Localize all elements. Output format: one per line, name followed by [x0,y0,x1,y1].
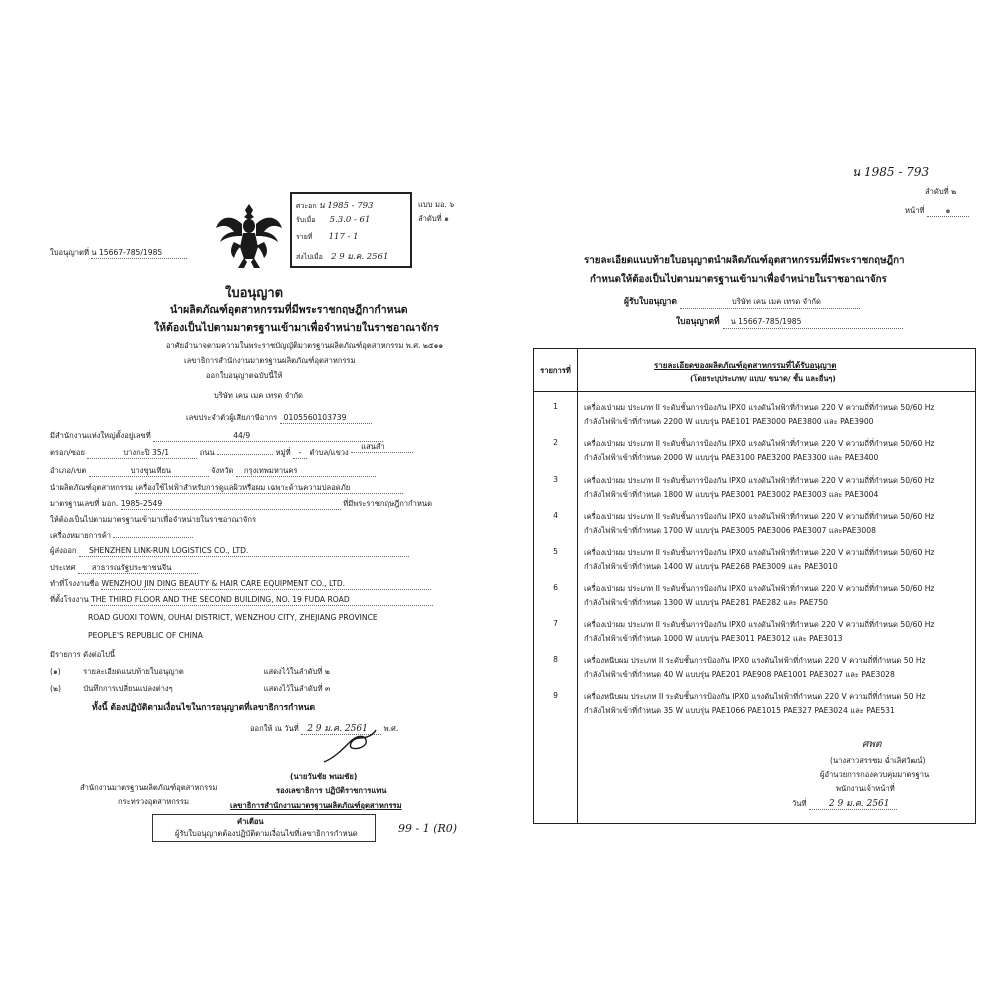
subdistrict-value: แสนสำ [351,442,413,453]
license-number-label: ใบอนุญาตที่ [50,248,89,257]
row-detail-line-2: กำลังไฟฟ้าเข้าที่กำหนด 1000 W แบบรุ่น PAE3011 PAE3012 และ PAE3013 [584,634,843,643]
warning-text: ผู้รับใบอนุญาตต้องปฏิบัติตามเงื่อนไขที่เลขาธิการกำหนด [175,829,358,838]
signature-initials: ศพต [862,739,882,750]
annex-page [500,0,1000,1000]
row-number: 7 [553,619,558,628]
exporter-row [50,546,409,557]
row-detail-line-2: กำลังไฟฟ้าเข้าที่กำหนด 35 W แบบรุ่น PAE1066 PAE1015 PAE327 PAE3024 และ PAE531 [584,706,895,715]
annex-sequence: ลำดับที่ ๒ [925,187,957,196]
conform-line: ให้ต้องเป็นไปตามมาตรฐานเข้ามาเพื่อจำหน่ายในราชอาณาจักร [50,515,257,524]
row-detail-line-2: กำลังไฟฟ้าเข้าที่กำหนด 1300 W แบบรุ่น PAE281 PAE282 และ PAE750 [584,598,829,607]
subdistrict-label: ตำบล/แขวง [309,448,349,457]
stamp-no-value: น 1985 - 793 [318,201,374,211]
trademark-value [113,537,193,538]
row-number: 4 [553,511,558,520]
table-column-divider [577,349,578,823]
moo-value: - [293,448,307,459]
country-row [50,563,198,574]
row-detail-line-2: กำลังไฟฟ้าเข้าที่กำหนด 2000 W แบบรุ่น PAE3100 PAE3200 PAE3300 และ PAE3400 [584,453,879,462]
row-number: 8 [553,655,558,664]
road-label: ถนน [199,448,215,457]
stamp-sent-value: 2 9 ม.ค. 2561 [331,252,389,262]
comply-line: ทั้งนี้ ต้องปฏิบัติตามเงื่อนไขในการอนุญาตที่เลขาธิการกำหนด [92,703,315,713]
tax-id-label: เลขประจำตัวผู้เสียภาษีอากร [186,413,278,422]
product-label: นำผลิตภัณฑ์อุตสาหกรรม [50,483,134,492]
stamp-sequence-label: รายที่ [296,233,313,241]
license-subtitle-1: นำผลิตภัณฑ์อุตสาหกรรมที่มีพระราชกฤษฎีกากำหนด [170,304,408,316]
tax-id-row [186,413,372,424]
officer-label: พนักงานเจ้าหน้าที่ [836,784,895,793]
signatory-title-2: เลขาธิการสำนักงานมาตรฐานผลิตภัณฑ์อุตสาหกรรม [230,801,402,810]
appendix-item-2 [50,684,330,694]
stamp-received-label: รับเมื่อ [296,216,316,224]
row-detail-line-2: กำลังไฟฟ้าเข้าที่กำหนด 1800 W แบบรุ่น PAE3001 PAE3002 PAE3003 และ PAE3004 [584,490,879,499]
warning-notice [152,814,376,842]
page-number: ๑ [927,206,969,217]
row-number: 5 [553,547,558,556]
annex-heading-1: รายละเอียดแนบท้ายใบอนุญาตนำผลิตภัณฑ์อุตสาหกรรมที่มีพระราชกฤษฎีกา [584,255,905,266]
country-label: ประเทศ [50,563,76,572]
signatory-name: (นายวันชัย พนมชัย) [290,772,358,781]
district-value: บางขุนเทียน [89,466,209,477]
appendix-item-text: บันทึกการเปลี่ยนแปลงต่างๆ [83,684,173,693]
factory-address-line-1: THE THIRD FLOOR AND THE SECOND BUILDING, NO. 19 FUDA ROAD [91,595,433,606]
exporter-value: SHENZHEN LINK-RUN LOGISTICS CO., LTD. [79,546,409,557]
form-sequence: ลำดับที่ ๑ [418,214,449,223]
row-number: 1 [553,402,558,411]
annex-license-value: น 15667-785/1985 [723,316,903,329]
officer-date-label: วันที่ [792,799,807,808]
moo-label: หมู่ที่ [275,448,291,457]
row-detail-line-1: เครื่องหนีบผม ประเภท II ระดับชั้นการป้องกัน IPX0 แรงดันไฟฟ้าที่กำหนด 220 V ความถี่ที่กำหนด 50 Hz [584,692,926,701]
standard-label: มาตรฐานเลขที่ มอก. [50,499,119,508]
warning-title: คำเตือน [237,817,264,826]
province-label: จังหวัด [211,466,234,475]
row-detail-line-1: เครื่องเป่าผม ประเภท II ระดับชั้นการป้องกัน IPX0 แรงดันไฟฟ้าที่กำหนด 220 V ความถี่ที่กำหนด 50/60 Hz [584,512,935,521]
appendix-heading: มีรายการ ดังต่อไปนี้ [50,650,116,659]
soi-value: บางกะปิ 35/1 [87,448,197,459]
annex-heading-2: กำหนดให้ต้องเป็นไปตามมาตรฐานเข้ามาเพื่อจำหน่ายในราชอาณาจักร [590,274,887,285]
product-row [50,483,403,494]
product-details-table [533,348,976,824]
preamble-2: เลขาธิการสำนักงานมาตรฐานผลิตภัณฑ์อุตสาหกรรม [184,356,356,365]
standard-row [50,499,432,510]
appendix-item-location: แสดงไว้ในลำดับที่ ๒ [263,667,330,676]
appendix-item-text: รายละเอียดแนบท้ายใบอนุญาต [83,667,184,676]
hq-number: 44/9 [153,431,383,442]
hq-row [50,431,383,442]
signature-scribble [320,728,380,768]
row-detail-line-1: เครื่องเป่าผม ประเภท II ระดับชั้นการป้องกัน IPX0 แรงดันไฟฟ้าที่กำหนด 220 V ความถี่ที่กำหนด 50/60 Hz [584,476,935,485]
product-value: เครื่องใช้ไฟฟ้าสำหรับการดูแลผิวหรือผม เฉพาะด้านความปลอดภัย [135,483,403,494]
receipt-stamp [290,192,412,268]
row-number: 3 [553,475,558,484]
hq-label: มีสำนักงานแห่งใหญ่ตั้งอยู่เลขที่ [50,431,151,440]
stamp-sequence-value: 117 - 1 [328,232,359,242]
appendix-item-1 [50,667,330,677]
row-detail-line-1: เครื่องเป่าผม ประเภท II ระดับชั้นการป้องกัน IPX0 แรงดันไฟฟ้าที่กำหนด 220 V ความถี่ที่กำหนด 50/60 Hz [584,548,935,557]
licensee-row [624,294,860,309]
preamble-3: ออกใบอนุญาตฉบับนี้ให้ [206,371,283,380]
stamp-no-label: ศวะอก [296,202,317,210]
row-detail-line-1: เครื่องหนีบผม ประเภท II ระดับชั้นการป้องกัน IPX0 แรงดันไฟฟ้าที่กำหนด 220 V ความถี่ที่กำหนด 50 Hz [584,656,926,665]
officer-date-row [792,799,897,810]
row-detail-line-2: กำลังไฟฟ้าเข้าที่กำหนด 2200 W แบบรุ่น PAE101 PAE3000 PAE3800 และ PAE3900 [584,417,874,426]
table-header-divider [534,391,975,392]
page-number-label: หน้าที่ [905,206,925,215]
license-subtitle-2: ให้ต้องเป็นไปตามมาตรฐานเข้ามาเพื่อจำหน่ายในราชอาณาจักร [154,322,439,334]
column-header-details: รายละเอียดของผลิตภัณฑ์อุตสาหกรรมที่ได้รับอนุญาต [654,361,837,370]
row-detail-line-1: เครื่องเป่าผม ประเภท II ระดับชั้นการป้องกัน IPX0 แรงดันไฟฟ้าที่กำหนด 220 V ความถี่ที่กำหนด 50/60 Hz [584,403,935,412]
handwritten-note: 99 - 1 (R0) [398,822,458,835]
license-number-row [50,248,187,259]
row-detail-line-1: เครื่องเป่าผม ประเภท II ระดับชั้นการป้องกัน IPX0 แรงดันไฟฟ้าที่กำหนด 220 V ความถี่ที่กำหนด 50/60 Hz [584,620,935,629]
corner-handwritten-note: น 1985 - 793 [852,165,930,179]
license-number: น 15667-785/1985 [91,248,187,259]
road-value [217,454,273,455]
column-header-item-no: รายการที่ [540,366,571,375]
office-name: สำนักงานมาตรฐานผลิตภัณฑ์อุตสาหกรรม [80,783,218,792]
row-number: 9 [553,691,558,700]
stamp-sent-label: ส่งไปเมื่อ [296,253,323,261]
issue-date-value: 2 9 ม.ค. 2561 [301,724,381,735]
licensee-label: ผู้รับใบอนุญาต [624,297,677,307]
annex-license-row [676,314,903,329]
appendix-item-location: แสดงไว้ในลำดับที่ ๓ [263,684,331,693]
standard-value: 1985-2549 [121,499,341,510]
row-number: 2 [553,438,558,447]
signatory-title-1: รองเลขาธิการ ปฏิบัติราชการแทน [276,786,387,795]
trademark-row [50,531,193,541]
standard-suffix: ที่มีพระราชกฤษฎีกากำหนด [343,499,433,508]
factory-name-row [50,579,431,590]
ministry-name: กระทรวงอุตสาหกรรม [118,797,189,806]
district-label: อำเภอ/เขต [50,466,87,475]
officer-name: (นางสาวสรรชม ฉ่ำเลิศวัฒน์) [830,756,926,765]
form-code: แบบ มอ. ๖ [418,200,455,209]
trademark-label: เครื่องหมายการค้า [50,531,112,540]
country-value: สาธารณรัฐประชาชนจีน [78,563,198,574]
licensee-company: บริษัท เคน เมค เทรด จำกัด [214,391,303,400]
factory-name-label: ทำที่โรงงานชื่อ [50,579,100,588]
row-detail-line-2: กำลังไฟฟ้าเข้าที่กำหนด 1700 W แบบรุ่น PAE3005 PAE3006 PAE3007 และPAE3008 [584,526,876,535]
tax-id: 0105560103739 [280,413,372,424]
factory-address-line-3: PEOPLE'S REPUBLIC OF CHINA [88,631,203,640]
row-detail-line-1: เครื่องเป่าผม ประเภท II ระดับชั้นการป้องกัน IPX0 แรงดันไฟฟ้าที่กำหนด 220 V ความถี่ที่กำหนด 50/60 Hz [584,439,935,448]
appendix-item-number: (๑) [50,667,61,676]
issue-date-suffix: พ.ศ. [383,724,399,733]
factory-address-line-2: ROAD GUOXI TOWN, OUHAI DISTRICT, WENZHOU CITY, ZHEJIANG PROVINCE [88,613,378,622]
officer-title: ผู้อำนวยการกองควบคุมมาตรฐาน [820,770,930,779]
address-row-1 [50,442,413,459]
factory-name-value: WENZHOU JIN DING BEAUTY & HAIR CARE EQUIPMENT CO., LTD. [101,579,431,590]
page-number-row [905,206,969,217]
column-header-details-note: (โดยระบุประเภท/ แบบ/ ขนาด/ ชั้น และอื่นๆ) [690,374,836,383]
province-value: กรุงเทพมหานคร [236,466,376,477]
license-title: ใบอนุญาต [225,286,284,301]
appendix-item-number: (๒) [50,684,61,693]
row-detail-line-2: กำลังไฟฟ้าเข้าที่กำหนด 40 W แบบรุ่น PAE201 PAE908 PAE1001 PAE3027 และ PAE3028 [584,670,895,679]
factory-address-label: ที่ตั้งโรงงาน [50,595,89,604]
soi-label: ตรอก/ซอย [50,448,85,457]
stamp-received-value: 5.3.0 - 61 [329,215,371,225]
row-detail-line-2: กำลังไฟฟ้าเข้าที่กำหนด 1400 W แบบรุ่น PAE268 PAE3009 และ PAE3010 [584,562,838,571]
factory-address-row [50,595,433,606]
issue-date-label: ออกให้ ณ วันที่ [250,724,299,733]
preamble-1: อาศัยอำนาจตามความในพระราชบัญญัติมาตรฐานผลิตภัณฑ์อุตสาหกรรม พ.ศ. ๒๕๑๑ [166,341,444,350]
row-number: 6 [553,583,558,592]
row-detail-line-1: เครื่องเป่าผม ประเภท II ระดับชั้นการป้องกัน IPX0 แรงดันไฟฟ้าที่กำหนด 220 V ความถี่ที่กำหนด 50/60 Hz [584,584,935,593]
licensee-value: บริษัท เคน เมค เทรด จำกัด [680,296,860,309]
officer-date-value: 2 9 ม.ค. 2561 [809,799,897,810]
exporter-label: ผู้ส่งออก [50,546,77,555]
annex-license-label: ใบอนุญาตที่ [676,317,720,327]
garuda-emblem-icon [214,202,284,272]
address-row-2 [50,466,376,477]
